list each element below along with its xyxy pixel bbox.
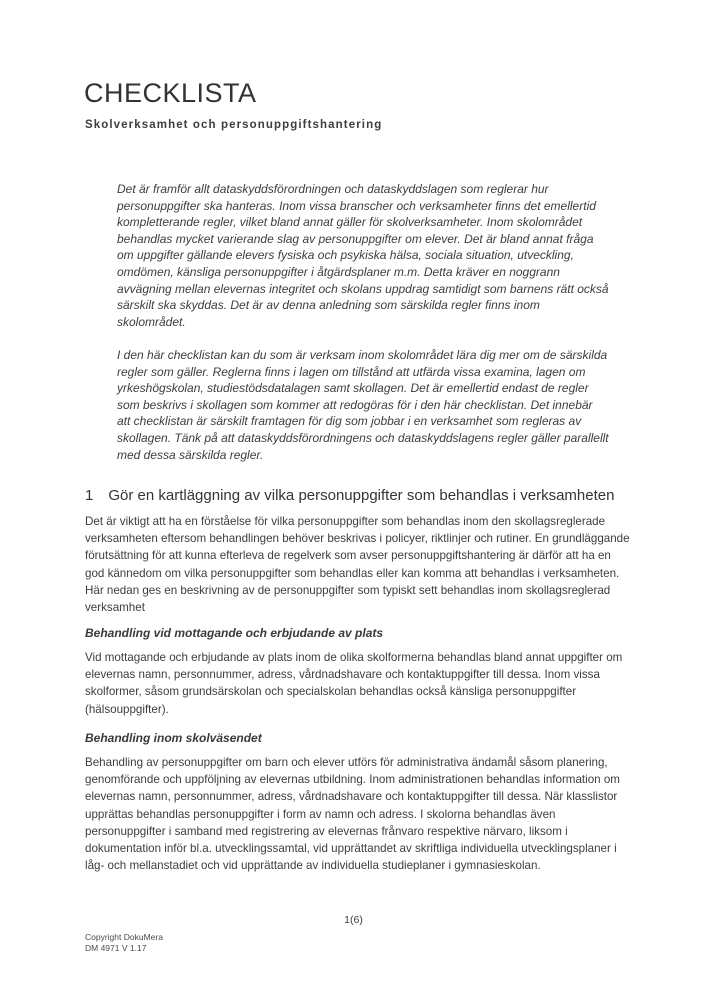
subsection-body-1: Vid mottagande och erbjudande av plats inom de olika skolformerna behandlas bland annat uppgifter om elevernas namn, personnummer, adress, vårdnadshavare och kontaktuppgifter till dessa. Inom vissa skolformer, såsom grundsärskolan och specialskolan behandlas också känsliga personuppgifter (hälsouppgifter). xyxy=(85,651,623,716)
section-lead-paragraph: Det är viktigt att ha en förståelse för vilka personuppgifter som behandlas inom den skollagsreglerade verksamheten eftersom behandlingen behöver beskrivas i policyer, riktlinjer och rutiner. En grundläggande förutsättning för att kunna efterleva de regelverk som avser personuppgiftshantering är därför att ha en god kännedom om vilka personuppgifter som behandlas eller kan komma att behandlas i verksamheten. Här nedan ges en beskrivning av de personuppgifter som typiskt sett behandlas inom skollagsreglerad verksamhet xyxy=(85,515,630,615)
intro-paragraph-1: Det är framför allt dataskyddsförordningen och dataskyddslagen som reglerar hur personuppgifter ska hanteras. Inom vissa branscher och verksamheter finns det emellertid kompletterande regler, vilket bland annat gäller för skolverksamheter. Inom skolområdet behandlas mycket varierande slag av personuppgifter om elever. Det är bland annat fråga om uppgifter gällande elevers fysiska och psykiska hälsa, sociala situation, utveckling, omdömen, känsliga personuppgifter i åtgärdsplaner m.m. Detta kräver en noggrann avvägning mellan elevernas integritet och skolans uppdrag samtidigt som barnens rätt också särskilt ska skyddas. Det är av denna anledning som särskilda regler finns inom skolområdet. xyxy=(117,182,609,329)
document-title: CHECKLISTA xyxy=(84,78,257,108)
subsection-heading-1: Behandling vid mottagande och erbjudande av plats xyxy=(85,626,384,640)
subsection-body-2: Behandling av personuppgifter om barn och elever utförs för administrativa ändamål såsom planering, genomförande och uppföljning av elevernas utbildning. Inom administrationen behandlas information om elevernas namn, personnummer, adress, vårdnadshavare och kontaktuppgifter till dessa. När klasslistor upprättas behandlas personuppgifter i form av namn och adress. I skolorna behandlas även personuppgifter i samband med registrering av elevernas frånvaro respektive närvaro, liksom i dokumentation inför bl.a. utvecklingssamtal, vid upprättandet av skriftliga individuella utvecklingsplaner i låg- och mellanstadiet och vid upprättande av individuella studieplaner i gymnasieskolan. xyxy=(85,756,620,873)
subsection-heading-2: Behandling inom skolväsendet xyxy=(85,731,262,745)
footer-copyright: Copyright DokuMera xyxy=(85,932,163,942)
document-subtitle: Skolverksamhet och personuppgiftshantering xyxy=(85,119,383,131)
footer-version: DM 4971 V 1.17 xyxy=(85,943,147,953)
section-number: 1 xyxy=(85,487,94,504)
intro-paragraph-2: I den här checklistan kan du som är verksam inom skolområdet lära dig mer om de särskilda regler som gäller. Reglerna finns i lagen om tillstånd att utfärda vissa examina, lagen om yrkeshögskolan, studiestödsdatalagen samt skollagen. Det är emellertid endast de regler som beskrivs i skollagen som kommer att redogöras för i den här checklistan. Det innebär att checklistan är särskilt framtagen för dig som jobbar i en verksamhet som regleras av skollagen. Tänk på att dataskyddsförordningens och dataskyddslagens regler gäller parallellt med dessa särskilda regler. xyxy=(117,348,609,462)
section-title: Gör en kartläggning av vilka personuppgifter som behandlas i verksamheten xyxy=(108,487,615,504)
footer-copyright-block xyxy=(85,932,163,954)
page-number: 1(6) xyxy=(344,914,363,926)
section-heading xyxy=(85,487,614,504)
